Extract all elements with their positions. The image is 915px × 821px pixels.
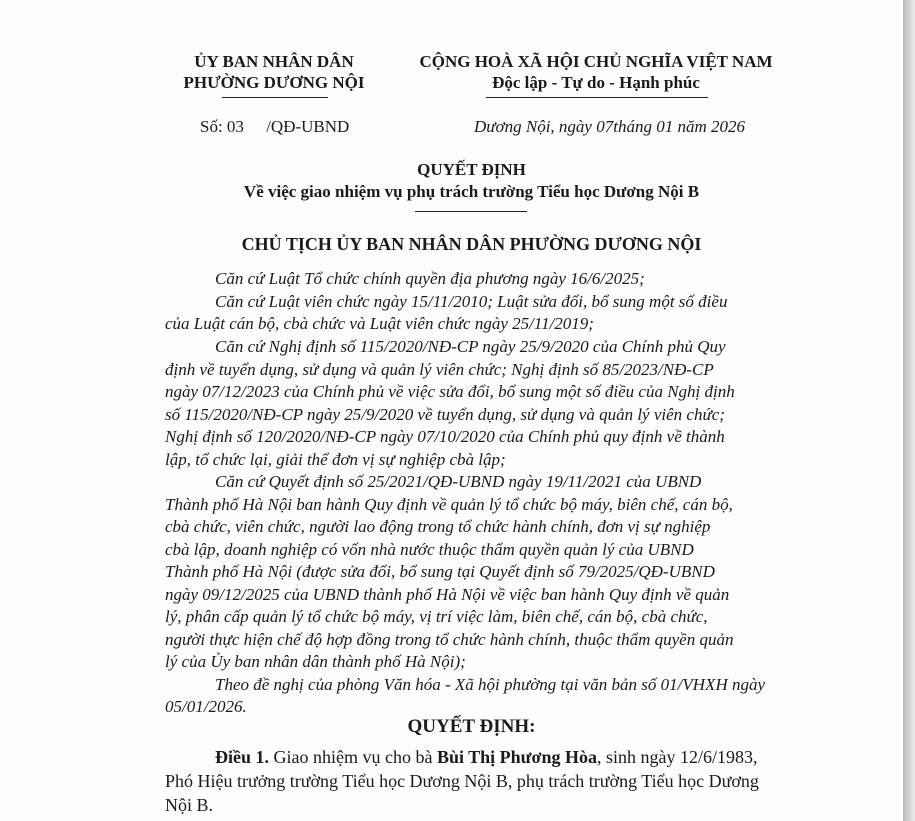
document-subject: Về việc giao nhiệm vụ phụ trách trường Tiểu học Dương Nội B bbox=[243, 182, 700, 201]
article-1-line1 bbox=[215, 747, 757, 768]
preamble-line: lý, phân cấp quản lý tổ chức bộ máy, vị trí việc làm, biên chế, cán bộ, cbà chức, bbox=[165, 607, 708, 626]
assignee-name: Bùi Thị Phương Hòa bbox=[436, 747, 597, 767]
preamble-line: Căn cứ Luật Tổ chức chính quyền địa phương ngày 16/6/2025; bbox=[215, 269, 645, 288]
preamble-line: Căn cứ Quyết định số 25/2021/QĐ-UBND ngày 19/11/2021 của UBND bbox=[215, 472, 702, 491]
preamble-line: cbà lập, doanh nghiệp có vốn nhà nước thuộc thẩm quyền quản lý của UBND bbox=[165, 540, 694, 559]
preamble-line: Căn cứ Nghị định số 115/2020/NĐ-CP ngày 25/9/2020 của Chính phủ Quy bbox=[215, 337, 726, 356]
republic-name: CỘNG HOÀ XÃ HỘI CHỦ NGHĨA VIỆT NAM bbox=[419, 52, 773, 71]
agency-name-line1: ỦY BAN NHÂN DÂN bbox=[194, 52, 354, 71]
motto-underline bbox=[486, 97, 708, 98]
decision-heading: QUYẾT ĐỊNH: bbox=[407, 716, 536, 737]
preamble-line: lý của Ủy ban nhân dân thành phố Hà Nội); bbox=[165, 652, 466, 671]
preamble-line: số 115/2020/NĐ-CP ngày 25/9/2020 về tuyển dụng, sử dụng và quản lý viên chức; bbox=[165, 405, 725, 424]
preamble-line: định về tuyển dụng, sử dụng và quản lý viên chức; Nghị định số 85/2023/NĐ-CP bbox=[165, 360, 714, 379]
document-title: QUYẾT ĐỊNH bbox=[417, 160, 526, 179]
preamble-line: Thành phố Hà Nội (được sửa đổi, bổ sung tại Quyết định số 79/2025/QĐ-UBND bbox=[165, 562, 715, 581]
article-1-line2: Phó Hiệu trưởng trường Tiểu học Dương Nội B, phụ trách trường Tiểu học Dương bbox=[165, 771, 759, 791]
preamble-line: cbà chức, viên chức, người lao động trong tổ chức hành chính, đơn vị sự nghiệp bbox=[165, 517, 711, 536]
place-and-date: Dương Nội, ngày 07tháng 01 năm 2026 bbox=[474, 117, 745, 136]
preamble-line: Theo đề nghị của phòng Văn hóa - Xã hội phường tại văn bản số 01/VHXH ngày bbox=[215, 675, 766, 694]
article-1-text-after: , sinh ngày 12/6/1983, bbox=[596, 747, 758, 767]
preamble-line: ngày 09/12/2025 của UBND thành phố Hà Nội về việc ban hành Quy định về quản bbox=[165, 585, 730, 604]
article-1-line3: Nội B. bbox=[165, 795, 214, 815]
preamble-line: ngày 07/12/2023 của Chính phủ về việc sửa đổi, bổ sung một số điều của Nghị định bbox=[165, 382, 735, 401]
agency-name-line2: PHƯỜNG DƯƠNG NỘI bbox=[183, 73, 365, 92]
preamble-line: người thực hiện chế độ hợp đồng trong tổ chức hành chính, thuộc thẩm quyền quản bbox=[165, 630, 734, 649]
subject-underline bbox=[415, 211, 527, 212]
motto: Độc lập - Tự do - Hạnh phúc bbox=[492, 73, 700, 92]
agency-underline bbox=[222, 97, 328, 98]
preamble-line: 05/01/2026. bbox=[165, 697, 247, 716]
preamble-line: Thành phố Hà Nội ban hành Quy định về quản lý tổ chức bộ máy, biên chế, cán bộ, bbox=[165, 495, 733, 514]
preamble-line: lập, tổ chức lại, giải thể đơn vị sự nghiệp cbà lập; bbox=[165, 450, 506, 469]
document-number bbox=[200, 117, 349, 137]
preamble-line: của Luật cán bộ, cbà chức và Luật viên chức ngày 25/11/2019; bbox=[165, 314, 594, 333]
preamble-line: Căn cứ Luật viên chức ngày 15/11/2010; Luật sửa đổi, bổ sung một số điều bbox=[215, 292, 728, 311]
article-1-text: Giao nhiệm vụ cho bà bbox=[269, 747, 437, 767]
page-edge-shadow bbox=[903, 0, 915, 821]
issuing-authority: CHỦ TỊCH ỦY BAN NHÂN DÂN PHƯỜNG DƯƠNG NỘI bbox=[241, 234, 702, 254]
document-number-suffix: /QĐ-UBND bbox=[266, 117, 350, 136]
article-1-label: Điều 1. bbox=[215, 747, 269, 767]
preamble-line: Nghị định số 120/2020/NĐ-CP ngày 07/10/2020 của Chính phủ quy định về thành bbox=[165, 427, 725, 446]
document-number-prefix: Số: 03 bbox=[200, 117, 244, 136]
